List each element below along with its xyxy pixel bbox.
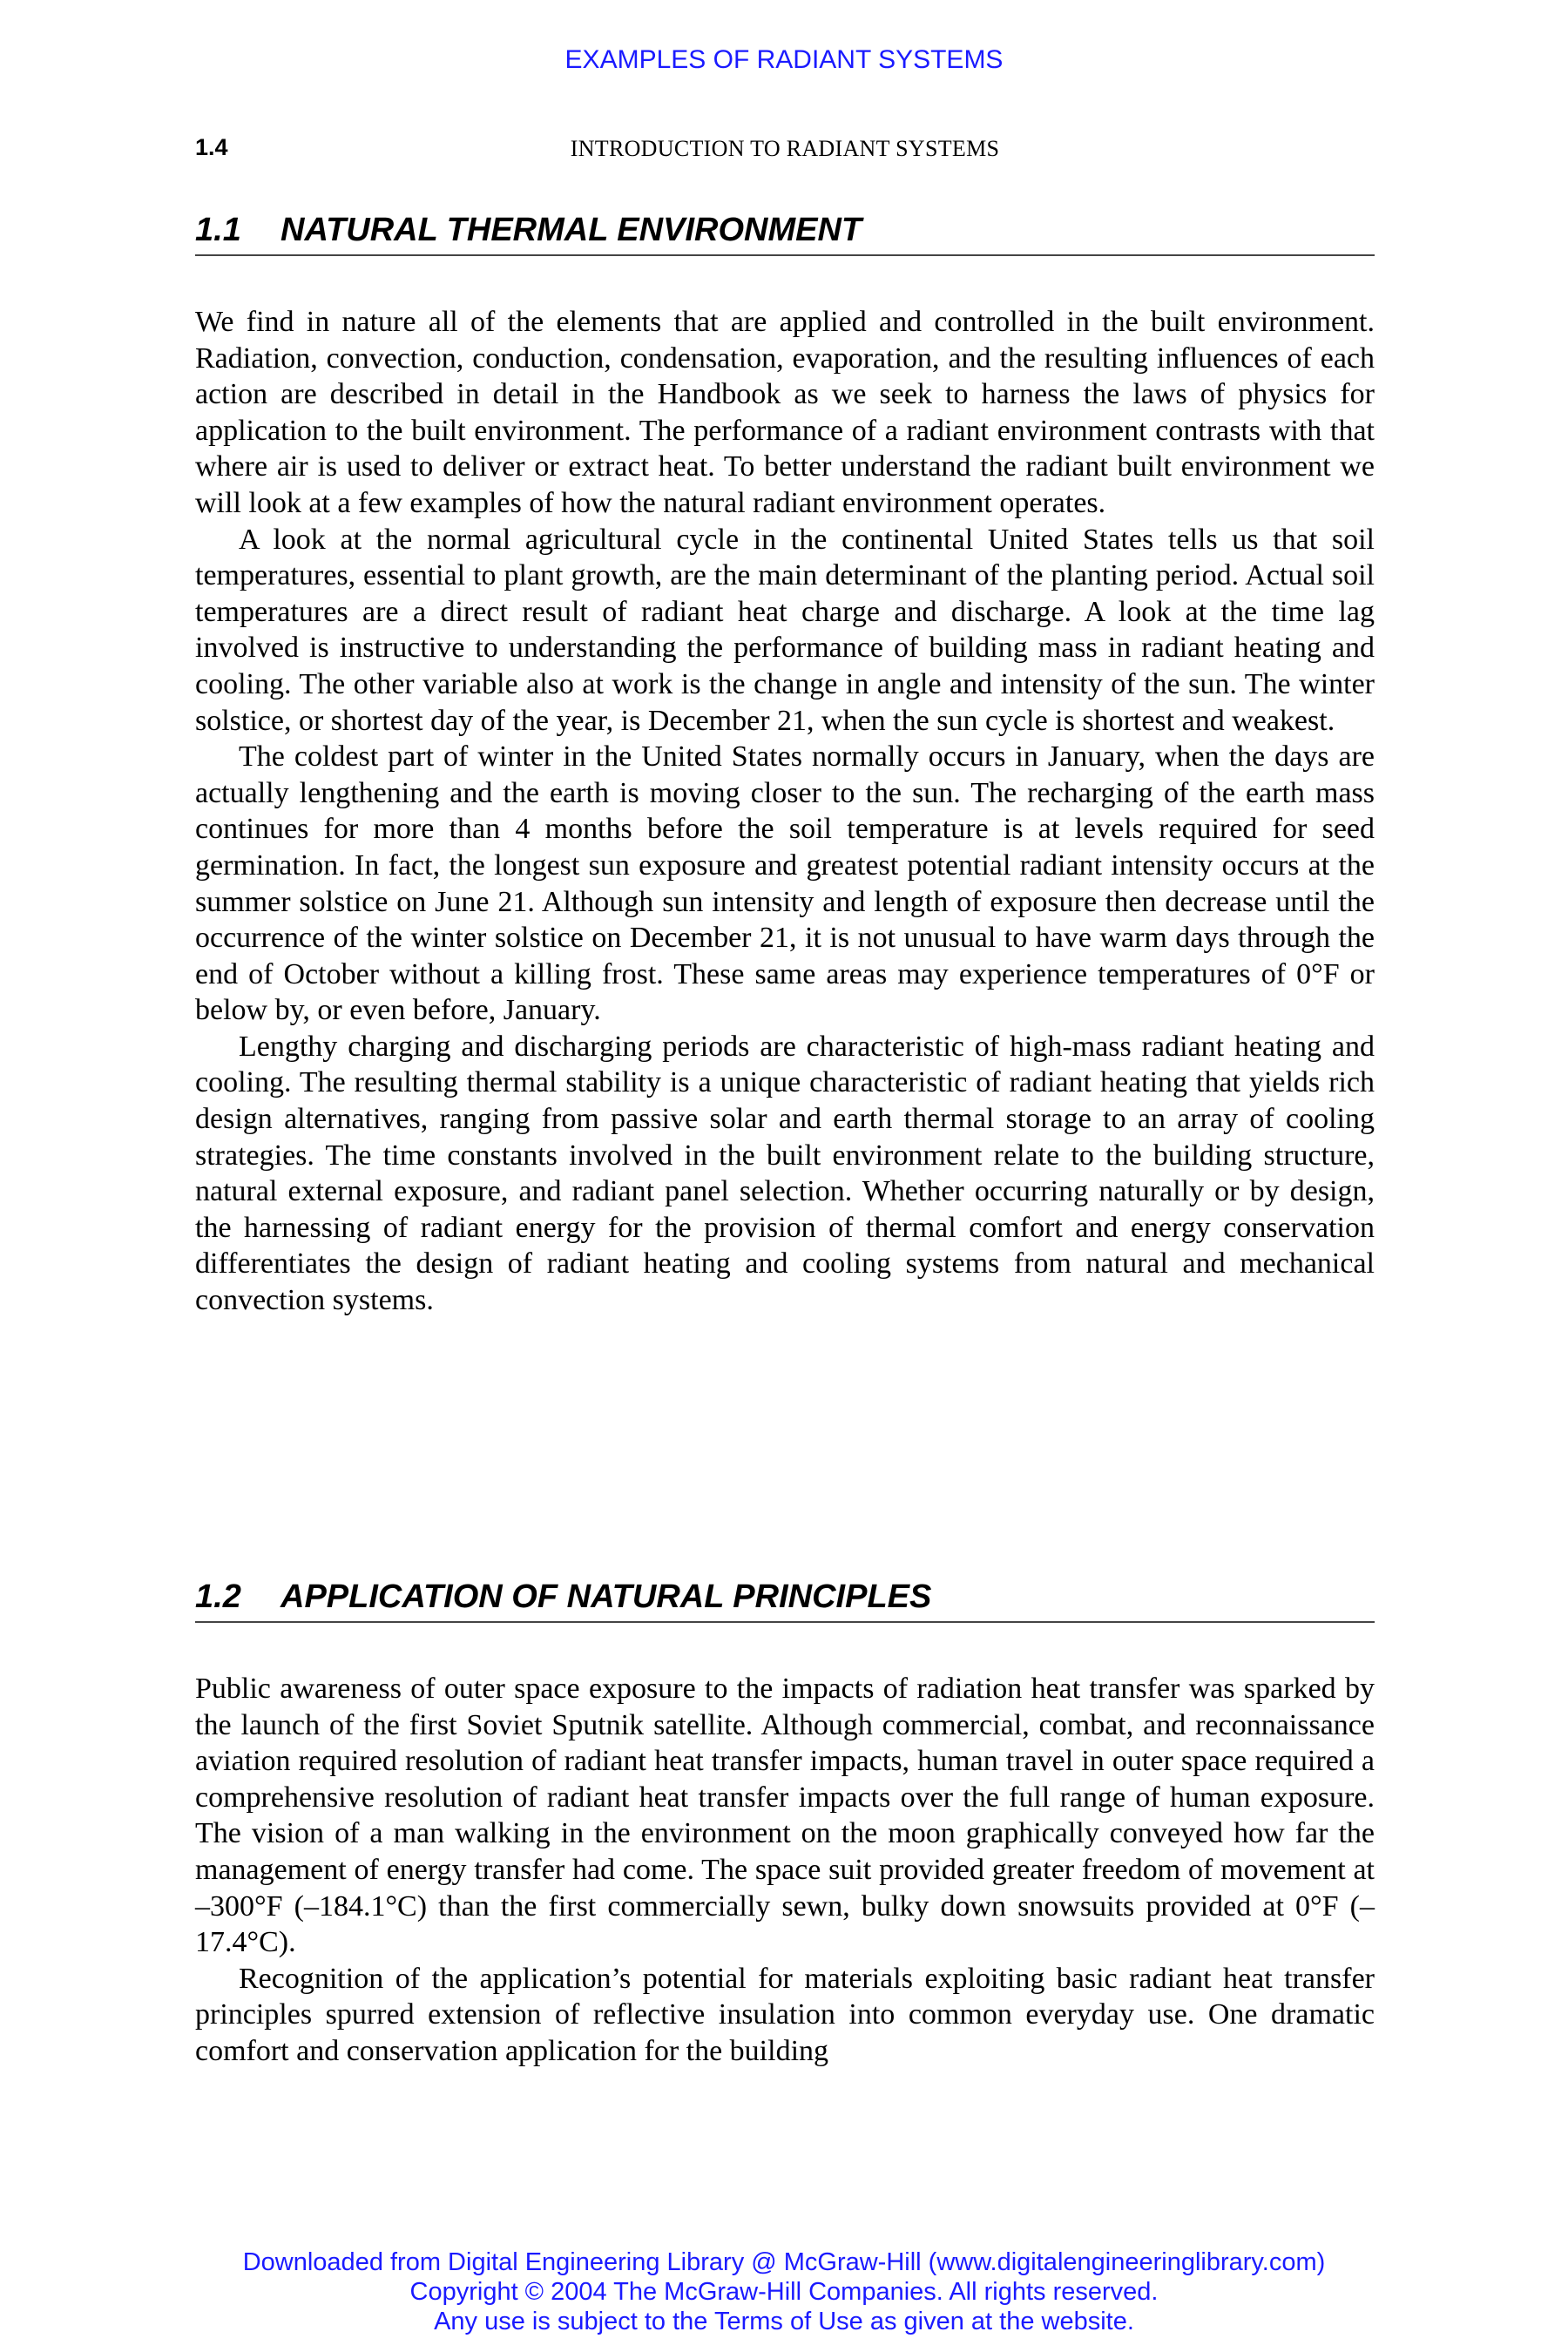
download-footer [0,2247,1568,2336]
footer-terms-line[interactable]: Any use is subject to the Terms of Use as given at the website. [434,2308,1134,2335]
paragraph: Lengthy charging and discharging periods are characteristic of high-mass radiant heating and cooling. The resulting thermal stability is a unique characteristic of radiant heating that yields rich design alternatives, ranging from passive solar and earth thermal storage to an array of cooling strategies. The time constants involved in the built environment relate to the building structure, natural external exposure, and radiant panel selection. Whether occurring naturally or by design, the harnessing of radiant energy for the provision of thermal comfort and energy conservation differentiates the design of radiant heating and cooling systems from natural and mechanical convection systems. [195,1030,1375,1317]
section-body-1-1 [195,304,1375,1319]
running-title: INTRODUCTION TO RADIANT SYSTEMS [570,136,1000,161]
section-number: 1.2 [195,1578,241,1615]
section-title: APPLICATION OF NATURAL PRINCIPLES [280,1578,932,1615]
paragraph: The coldest part of winter in the United States normally occurs in January, when the days are actually lengthening and the earth is moving closer to the sun. The recharging of the earth mass continues for more than 4 months before the soil temperature is at levels required for seed germination. In fact, the longest sun exposure and greatest potential radiant intensity occurs at the summer solstice on June 21. Although sun intensity and length of exposure then decrease until the occurrence of the winter solstice on December 21, it is not unusual to have warm days through the end of October without a killing frost. These same areas may experience temperatures of 0°F or below by, or even before, January. [195,740,1375,1027]
section-heading-1-2 [195,1578,1375,1623]
book-section-banner: EXAMPLES OF RADIANT SYSTEMS [564,45,1004,74]
footer-copyright-line: Copyright © 2004 The McGraw-Hill Companies. All rights reserved. [409,2278,1159,2306]
section-heading-1-1 [195,212,1375,256]
paragraph: Recognition of the application’s potential for materials exploiting basic radiant heat transfer principles spurred extension of reflective insulation into common everyday use. One dramatic comfort and conservation application for the building [195,1962,1375,2067]
paragraph: A look at the normal agricultural cycle in the continental United States tells us that soil temperatures, essential to plant growth, are the main determinant of the planting period. Actual soil temperatures are a direct result of radiant heat charge and discharge. A look at the time lag involved is instructive to understanding the performance of building mass in radiant heating and cooling. The other variable also at work is the change in angle and intensity of the sun. The winter solstice, or shortest day of the year, is December 21, when the sun cycle is shortest and weakest. [195,523,1375,737]
paragraph: Public awareness of outer space exposure to the impacts of radiation heat transfer was sparked by the launch of the first Soviet Sputnik satellite. Although commercial, combat, and reconnaissance aviation required resolution of radiant heat transfer impacts, human travel in outer space required a comprehensive resolution of radiant heat transfer impacts over the full range of human exposure. The vision of a man walking in the environment on the moon graphically conveyed how far the management of energy transfer had come. The space suit provided greater freedom of movement at –300°F (–184.1°C) than the first commercially sewn, bulky down snowsuits provided at 0°F (–17.4°C). [195,1673,1375,1959]
page-number: 1.4 [195,134,228,160]
running-head [195,134,1375,169]
section-body-1-2 [195,1671,1375,2070]
paragraph: We find in nature all of the elements that are applied and controlled in the built environment. Radiation, convection, conduction, condensation, evaporation, and the resulting influences of each action are described in detail in the Handbook as we seek to harness the laws of physics for application to the built environment. The performance of a radiant environment contrasts with that where air is used to deliver or extract heat. To better understand the radiant built environment we will look at a few examples of how the natural radiant environment operates. [195,306,1375,519]
section-number: 1.1 [195,212,241,248]
section-title: NATURAL THERMAL ENVIRONMENT [280,212,862,248]
footer-download-line[interactable]: Downloaded from Digital Engineering Library @ McGraw-Hill (www.digitalengineeringlibrary.com) [242,2248,1326,2276]
